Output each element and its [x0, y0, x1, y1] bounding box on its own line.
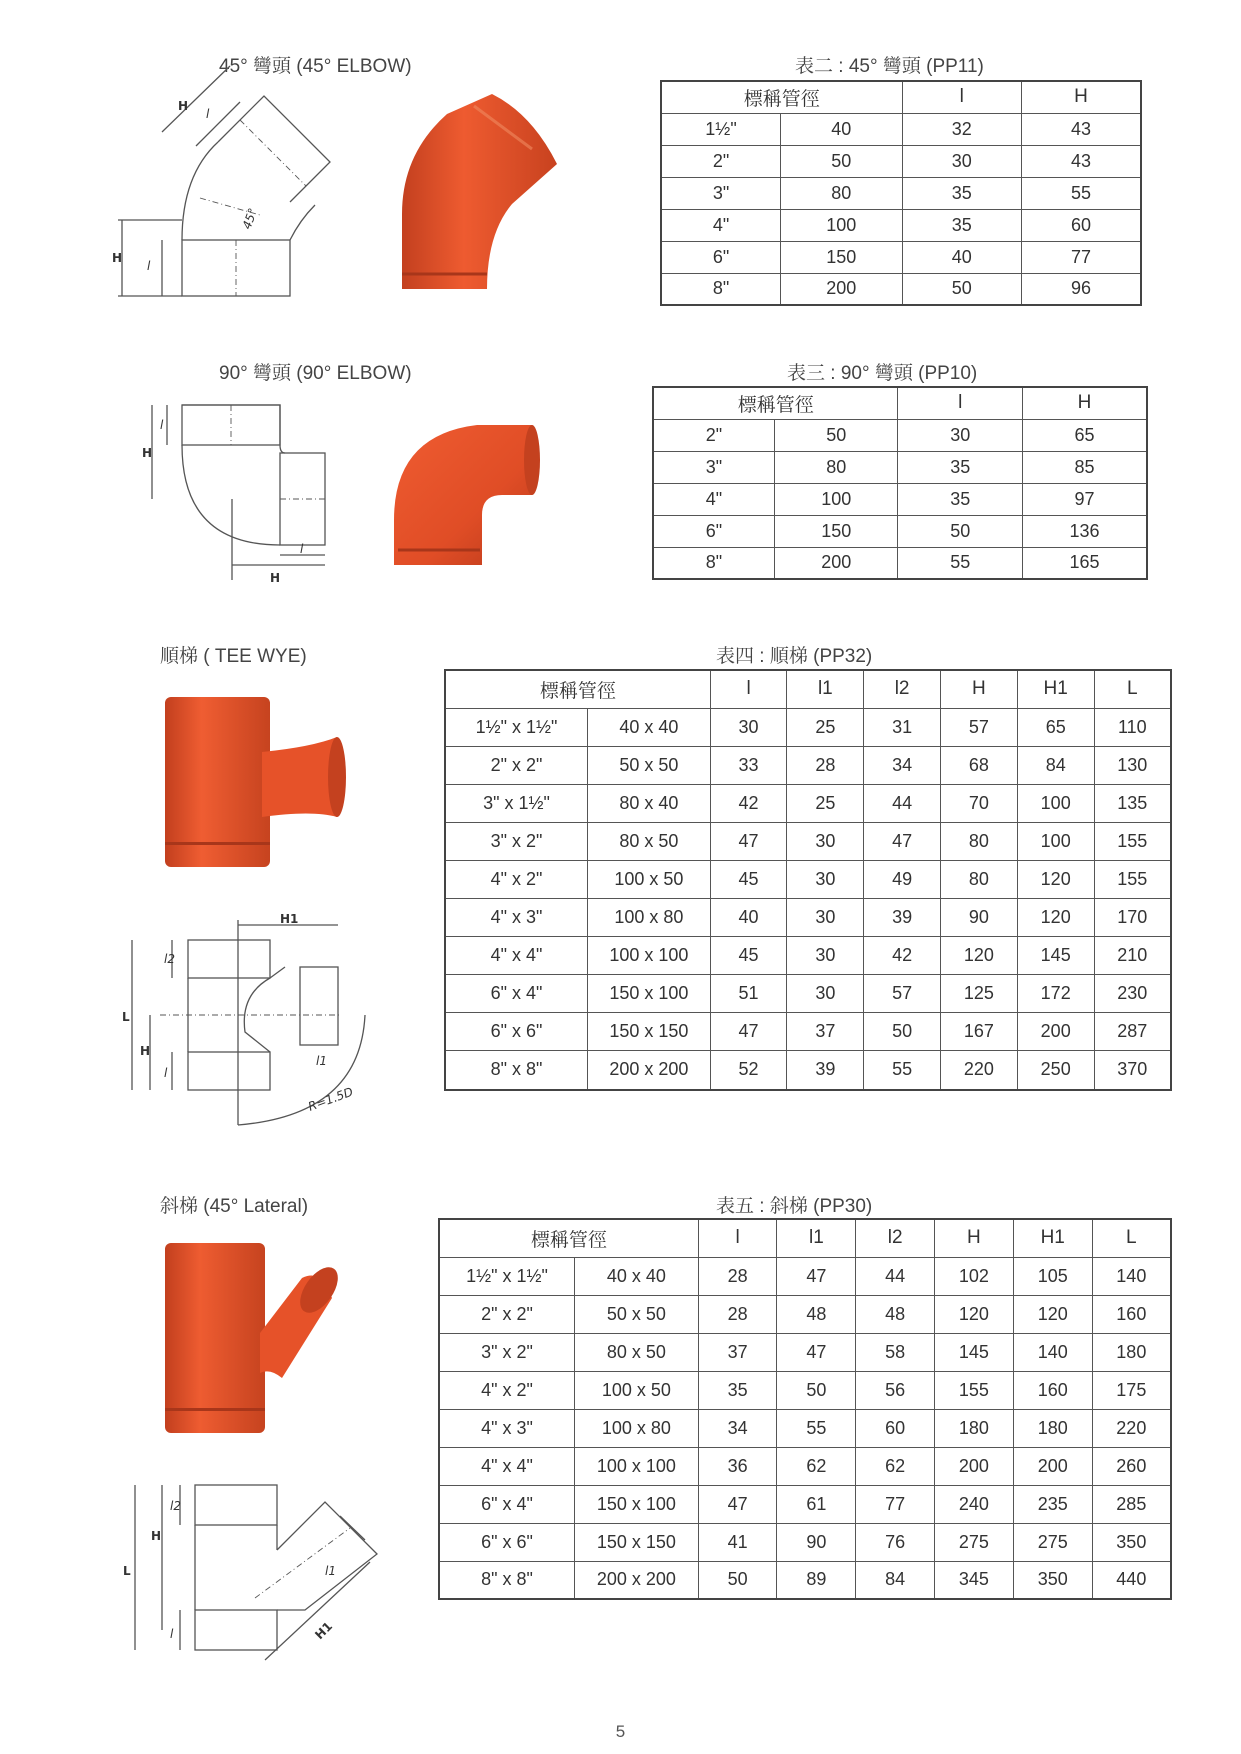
table-row	[445, 1012, 1171, 1050]
elbow90-l-bottom-label: l	[300, 542, 304, 556]
elbow45-product-photo	[392, 94, 572, 294]
table-cell: 48	[777, 1295, 856, 1333]
table-cell: 100	[781, 209, 903, 241]
table-cell: 47	[698, 1485, 777, 1523]
table-cell: 100 x 100	[575, 1447, 699, 1485]
table-cell: 4" x 3"	[445, 898, 588, 936]
table-row	[439, 1371, 1171, 1409]
tee-header-l2: l2	[864, 670, 941, 708]
table-cell: 35	[902, 209, 1021, 241]
table-cell: 287	[1094, 1012, 1171, 1050]
table-cell: 90	[777, 1523, 856, 1561]
tee-l1-label: l1	[316, 1054, 327, 1068]
table-cell: 52	[710, 1050, 787, 1090]
tee-dimension-drawing	[120, 912, 370, 1135]
table-cell: 28	[698, 1295, 777, 1333]
table-row	[661, 241, 1141, 273]
tee-caption: 順梯 ( TEE WYE)	[160, 646, 307, 667]
table-cell: 47	[864, 822, 941, 860]
table-cell: 8" x 8"	[445, 1050, 588, 1090]
elbow90-product-photo	[392, 420, 542, 570]
table-cell: 3" x 1½"	[445, 784, 588, 822]
table-cell: 4"	[661, 209, 781, 241]
table-row	[661, 209, 1141, 241]
table-cell: 235	[1013, 1485, 1092, 1523]
table-cell: 55	[777, 1409, 856, 1447]
table-cell: 135	[1094, 784, 1171, 822]
table-cell: 2"	[653, 419, 774, 451]
table-cell: 3" x 2"	[439, 1333, 575, 1371]
table-cell: 350	[1092, 1523, 1171, 1561]
table-cell: 3" x 2"	[445, 822, 588, 860]
table-cell: 240	[935, 1485, 1014, 1523]
table-row	[439, 1561, 1171, 1599]
table-cell: 180	[935, 1409, 1014, 1447]
table-cell: 200 x 200	[575, 1561, 699, 1599]
table-cell: 70	[940, 784, 1017, 822]
table-cell: 28	[787, 746, 864, 784]
table-cell: 4" x 2"	[445, 860, 588, 898]
table-cell: 32	[902, 113, 1021, 145]
table-cell: 155	[1094, 860, 1171, 898]
table-cell: 41	[698, 1523, 777, 1561]
table-cell: 145	[935, 1333, 1014, 1371]
table-cell: 96	[1022, 273, 1142, 305]
table-cell: 77	[1022, 241, 1142, 273]
table-cell: 175	[1092, 1371, 1171, 1409]
table-row	[439, 1333, 1171, 1371]
table-cell: 39	[787, 1050, 864, 1090]
tee-H-label: H	[140, 1044, 151, 1058]
table-cell: 6"	[653, 515, 774, 547]
table-cell: 60	[1022, 209, 1142, 241]
elbow90-caption: 90° 彎頭 (90° ELBOW)	[219, 363, 412, 384]
table-cell: 172	[1017, 974, 1094, 1012]
table-cell: 120	[1013, 1295, 1092, 1333]
elbow90-H-label: H	[142, 446, 153, 460]
table-cell: 60	[856, 1409, 935, 1447]
table-cell: 50	[777, 1371, 856, 1409]
lateral-header-nominal: 標稱管徑	[439, 1219, 698, 1257]
table-cell: 1½" x 1½"	[439, 1257, 575, 1295]
table-cell: 220	[1092, 1409, 1171, 1447]
table-row	[445, 1050, 1171, 1090]
lateral-dimension-drawing	[115, 1480, 385, 1670]
table-cell: 50	[698, 1561, 777, 1599]
tee-l-label: l	[164, 1066, 168, 1080]
lateral-header-l1: l1	[777, 1219, 856, 1257]
elbow90-header-nominal: 標稱管徑	[653, 387, 898, 419]
elbow45-l-top-label: l	[206, 107, 210, 121]
table-cell: 4" x 4"	[445, 936, 588, 974]
table-cell: 89	[777, 1561, 856, 1599]
table-cell: 140	[1013, 1333, 1092, 1371]
table-cell: 150 x 100	[575, 1485, 699, 1523]
tee-header-H: H	[940, 670, 1017, 708]
elbow90-H-bottom-label: H	[270, 571, 281, 585]
table-cell: 180	[1013, 1409, 1092, 1447]
page-number: 5	[615, 1722, 626, 1741]
elbow45-l-label: l	[147, 259, 151, 273]
table-cell: 30	[710, 708, 787, 746]
table-cell: 3"	[653, 451, 774, 483]
table-cell: 345	[935, 1561, 1014, 1599]
table-cell: 80	[940, 822, 1017, 860]
elbow45-dimension-drawing	[100, 80, 340, 310]
table-cell: 180	[1092, 1333, 1171, 1371]
elbow45-caption: 45° 彎頭 (45° ELBOW)	[219, 56, 412, 77]
table-cell: 50 x 50	[575, 1295, 699, 1333]
table-cell: 47	[710, 1012, 787, 1050]
table-row	[439, 1409, 1171, 1447]
table-cell: 4" x 3"	[439, 1409, 575, 1447]
elbow45-header-H: H	[1022, 81, 1142, 113]
table-cell: 155	[1094, 822, 1171, 860]
table-cell: 100 x 100	[588, 936, 711, 974]
table-cell: 120	[935, 1295, 1014, 1333]
table-cell: 260	[1092, 1447, 1171, 1485]
table-cell: 200	[774, 547, 898, 579]
table-row	[439, 1257, 1171, 1295]
table-cell: 25	[787, 784, 864, 822]
table-cell: 40	[902, 241, 1021, 273]
table-cell: 31	[864, 708, 941, 746]
table-cell: 3"	[661, 177, 781, 209]
table-cell: 40	[710, 898, 787, 936]
table-cell: 80 x 50	[575, 1333, 699, 1371]
table-cell: 42	[710, 784, 787, 822]
table-cell: 50 x 50	[588, 746, 711, 784]
elbow45-table-title: 表二 : 45° 彎頭 (PP11)	[795, 56, 984, 77]
table-cell: 30	[787, 936, 864, 974]
table-cell: 155	[935, 1371, 1014, 1409]
table-cell: 150	[781, 241, 903, 273]
table-cell: 61	[777, 1485, 856, 1523]
elbow90-table-title: 表三 : 90° 彎頭 (PP10)	[787, 363, 978, 384]
table-cell: 44	[864, 784, 941, 822]
lateral-caption: 斜梯 (45° Lateral)	[160, 1196, 309, 1217]
lateral-product-photo	[162, 1238, 342, 1438]
table-cell: 160	[1013, 1371, 1092, 1409]
table-cell: 35	[902, 177, 1021, 209]
table-cell: 6" x 4"	[439, 1485, 575, 1523]
elbow90-header-H: H	[1022, 387, 1147, 419]
lateral-l1-label: l1	[325, 1564, 336, 1578]
table-row	[439, 1523, 1171, 1561]
table-cell: 85	[1022, 451, 1147, 483]
table-cell: 47	[777, 1333, 856, 1371]
table-cell: 105	[1013, 1257, 1092, 1295]
table-cell: 36	[698, 1447, 777, 1485]
table-cell: 45	[710, 860, 787, 898]
lateral-l2-label: l2	[170, 1499, 181, 1513]
table-row	[653, 451, 1147, 483]
table-row	[445, 974, 1171, 1012]
table-row	[653, 515, 1147, 547]
table-cell: 65	[1017, 708, 1094, 746]
table-cell: 4" x 4"	[439, 1447, 575, 1485]
table-cell: 48	[856, 1295, 935, 1333]
elbow45-H-label: H	[112, 251, 123, 265]
table-cell: 220	[940, 1050, 1017, 1090]
tee-header-l: l	[710, 670, 787, 708]
lateral-L-label: L	[123, 1564, 131, 1578]
table-cell: 50	[781, 145, 903, 177]
tee-product-photo	[162, 692, 362, 872]
table-cell: 37	[787, 1012, 864, 1050]
table-cell: 30	[787, 974, 864, 1012]
table-cell: 167	[940, 1012, 1017, 1050]
table-cell: 6"	[661, 241, 781, 273]
lateral-H1-label: H1	[312, 1619, 336, 1643]
table-cell: 136	[1022, 515, 1147, 547]
elbow90-l-label: l	[160, 418, 164, 432]
table-cell: 45	[710, 936, 787, 974]
table-cell: 440	[1092, 1561, 1171, 1599]
lateral-header-H1: H1	[1013, 1219, 1092, 1257]
table-row	[661, 113, 1141, 145]
table-cell: 165	[1022, 547, 1147, 579]
table-row	[445, 822, 1171, 860]
tee-header-nominal: 標稱管徑	[445, 670, 710, 708]
table-cell: 50	[902, 273, 1021, 305]
tee-H1-label: H1	[280, 912, 299, 926]
table-cell: 80	[781, 177, 903, 209]
table-row	[445, 784, 1171, 822]
table-cell: 57	[864, 974, 941, 1012]
table-cell: 6" x 6"	[445, 1012, 588, 1050]
table-cell: 200 x 200	[588, 1050, 711, 1090]
table-cell: 230	[1094, 974, 1171, 1012]
table-cell: 35	[698, 1371, 777, 1409]
table-cell: 68	[940, 746, 1017, 784]
table-row	[439, 1447, 1171, 1485]
table-cell: 275	[1013, 1523, 1092, 1561]
table-cell: 40 x 40	[588, 708, 711, 746]
table-cell: 33	[710, 746, 787, 784]
tee-header-L: L	[1094, 670, 1171, 708]
table-row	[439, 1295, 1171, 1333]
tee-spec-table	[444, 669, 1172, 1091]
table-cell: 150 x 150	[575, 1523, 699, 1561]
lateral-header-l2: l2	[856, 1219, 935, 1257]
table-cell: 200	[1017, 1012, 1094, 1050]
table-cell: 145	[1017, 936, 1094, 974]
table-cell: 40 x 40	[575, 1257, 699, 1295]
table-cell: 1½"	[661, 113, 781, 145]
table-row	[445, 708, 1171, 746]
table-cell: 97	[1022, 483, 1147, 515]
table-cell: 100 x 80	[588, 898, 711, 936]
table-cell: 39	[864, 898, 941, 936]
table-cell: 150	[774, 515, 898, 547]
table-cell: 30	[787, 898, 864, 936]
table-cell: 285	[1092, 1485, 1171, 1523]
table-cell: 30	[787, 822, 864, 860]
table-row	[439, 1485, 1171, 1523]
table-cell: 1½" x 1½"	[445, 708, 588, 746]
tee-table-title: 表四 : 順梯 (PP32)	[716, 646, 873, 667]
table-cell: 62	[856, 1447, 935, 1485]
table-cell: 42	[864, 936, 941, 974]
table-cell: 100	[1017, 784, 1094, 822]
table-cell: 8" x 8"	[439, 1561, 575, 1599]
table-row	[445, 936, 1171, 974]
lateral-header-H: H	[935, 1219, 1014, 1257]
table-cell: 49	[864, 860, 941, 898]
table-cell: 90	[940, 898, 1017, 936]
table-cell: 35	[898, 451, 1022, 483]
table-cell: 100 x 50	[575, 1371, 699, 1409]
table-cell: 80 x 50	[588, 822, 711, 860]
table-row	[445, 746, 1171, 784]
table-cell: 76	[856, 1523, 935, 1561]
table-cell: 50	[774, 419, 898, 451]
lateral-header-l: l	[698, 1219, 777, 1257]
table-cell: 55	[1022, 177, 1142, 209]
table-cell: 102	[935, 1257, 1014, 1295]
table-row	[445, 860, 1171, 898]
table-cell: 6" x 4"	[445, 974, 588, 1012]
table-cell: 43	[1022, 145, 1142, 177]
table-cell: 35	[898, 483, 1022, 515]
elbow45-spec-table	[660, 80, 1142, 306]
table-cell: 100 x 50	[588, 860, 711, 898]
table-cell: 140	[1092, 1257, 1171, 1295]
table-cell: 50	[864, 1012, 941, 1050]
table-cell: 8"	[661, 273, 781, 305]
table-cell: 275	[935, 1523, 1014, 1561]
table-cell: 55	[864, 1050, 941, 1090]
table-row	[661, 177, 1141, 209]
table-cell: 43	[1022, 113, 1142, 145]
table-cell: 8"	[653, 547, 774, 579]
table-cell: 120	[940, 936, 1017, 974]
table-row	[661, 145, 1141, 177]
table-cell: 25	[787, 708, 864, 746]
table-row	[653, 483, 1147, 515]
lateral-table-title: 表五 : 斜梯 (PP30)	[716, 1196, 873, 1217]
tee-l2-label: l2	[164, 952, 175, 966]
table-cell: 200	[1013, 1447, 1092, 1485]
table-cell: 56	[856, 1371, 935, 1409]
table-cell: 84	[1017, 746, 1094, 784]
table-cell: 100	[1017, 822, 1094, 860]
lateral-l-label: l	[170, 1627, 174, 1641]
table-cell: 51	[710, 974, 787, 1012]
table-cell: 2" x 2"	[445, 746, 588, 784]
elbow45-H-top-label: H	[178, 99, 189, 113]
table-cell: 28	[698, 1257, 777, 1295]
table-cell: 57	[940, 708, 1017, 746]
table-cell: 47	[710, 822, 787, 860]
table-cell: 130	[1094, 746, 1171, 784]
elbow45-header-l: l	[902, 81, 1021, 113]
table-row	[653, 547, 1147, 579]
table-cell: 150 x 150	[588, 1012, 711, 1050]
table-cell: 120	[1017, 898, 1094, 936]
table-cell: 30	[898, 419, 1022, 451]
tee-header-H1: H1	[1017, 670, 1094, 708]
table-cell: 4"	[653, 483, 774, 515]
elbow90-dimension-drawing	[130, 395, 340, 595]
elbow45-header-nominal: 標稱管徑	[661, 81, 902, 113]
table-cell: 55	[898, 547, 1022, 579]
table-cell: 370	[1094, 1050, 1171, 1090]
table-cell: 350	[1013, 1561, 1092, 1599]
lateral-H-label: H	[151, 1529, 162, 1543]
elbow90-header-l: l	[898, 387, 1022, 419]
table-cell: 77	[856, 1485, 935, 1523]
table-cell: 200	[935, 1447, 1014, 1485]
table-cell: 30	[787, 860, 864, 898]
table-cell: 150 x 100	[588, 974, 711, 1012]
table-cell: 210	[1094, 936, 1171, 974]
tee-radius-label: R=1.5D	[306, 1084, 355, 1114]
table-cell: 4" x 2"	[439, 1371, 575, 1409]
table-cell: 125	[940, 974, 1017, 1012]
table-cell: 65	[1022, 419, 1147, 451]
table-cell: 58	[856, 1333, 935, 1371]
table-cell: 84	[856, 1561, 935, 1599]
tee-header-l1: l1	[787, 670, 864, 708]
table-cell: 2" x 2"	[439, 1295, 575, 1333]
tee-L-label: L	[122, 1010, 130, 1024]
elbow45-angle-label: 45°	[239, 206, 261, 232]
table-cell: 80	[774, 451, 898, 483]
table-cell: 100	[774, 483, 898, 515]
table-cell: 62	[777, 1447, 856, 1485]
table-cell: 47	[777, 1257, 856, 1295]
table-cell: 170	[1094, 898, 1171, 936]
table-cell: 120	[1017, 860, 1094, 898]
table-cell: 30	[902, 145, 1021, 177]
table-row	[653, 419, 1147, 451]
table-cell: 80 x 40	[588, 784, 711, 822]
table-cell: 37	[698, 1333, 777, 1371]
table-cell: 100 x 80	[575, 1409, 699, 1447]
table-cell: 250	[1017, 1050, 1094, 1090]
table-cell: 6" x 6"	[439, 1523, 575, 1561]
table-cell: 110	[1094, 708, 1171, 746]
table-cell: 44	[856, 1257, 935, 1295]
lateral-header-L: L	[1092, 1219, 1171, 1257]
table-cell: 80	[940, 860, 1017, 898]
elbow90-spec-table	[652, 386, 1148, 580]
table-cell: 160	[1092, 1295, 1171, 1333]
table-cell: 34	[864, 746, 941, 784]
lateral-spec-table	[438, 1218, 1172, 1600]
table-cell: 34	[698, 1409, 777, 1447]
table-cell: 2"	[661, 145, 781, 177]
table-row	[661, 273, 1141, 305]
table-cell: 200	[781, 273, 903, 305]
table-row	[445, 898, 1171, 936]
table-cell: 40	[781, 113, 903, 145]
table-cell: 50	[898, 515, 1022, 547]
